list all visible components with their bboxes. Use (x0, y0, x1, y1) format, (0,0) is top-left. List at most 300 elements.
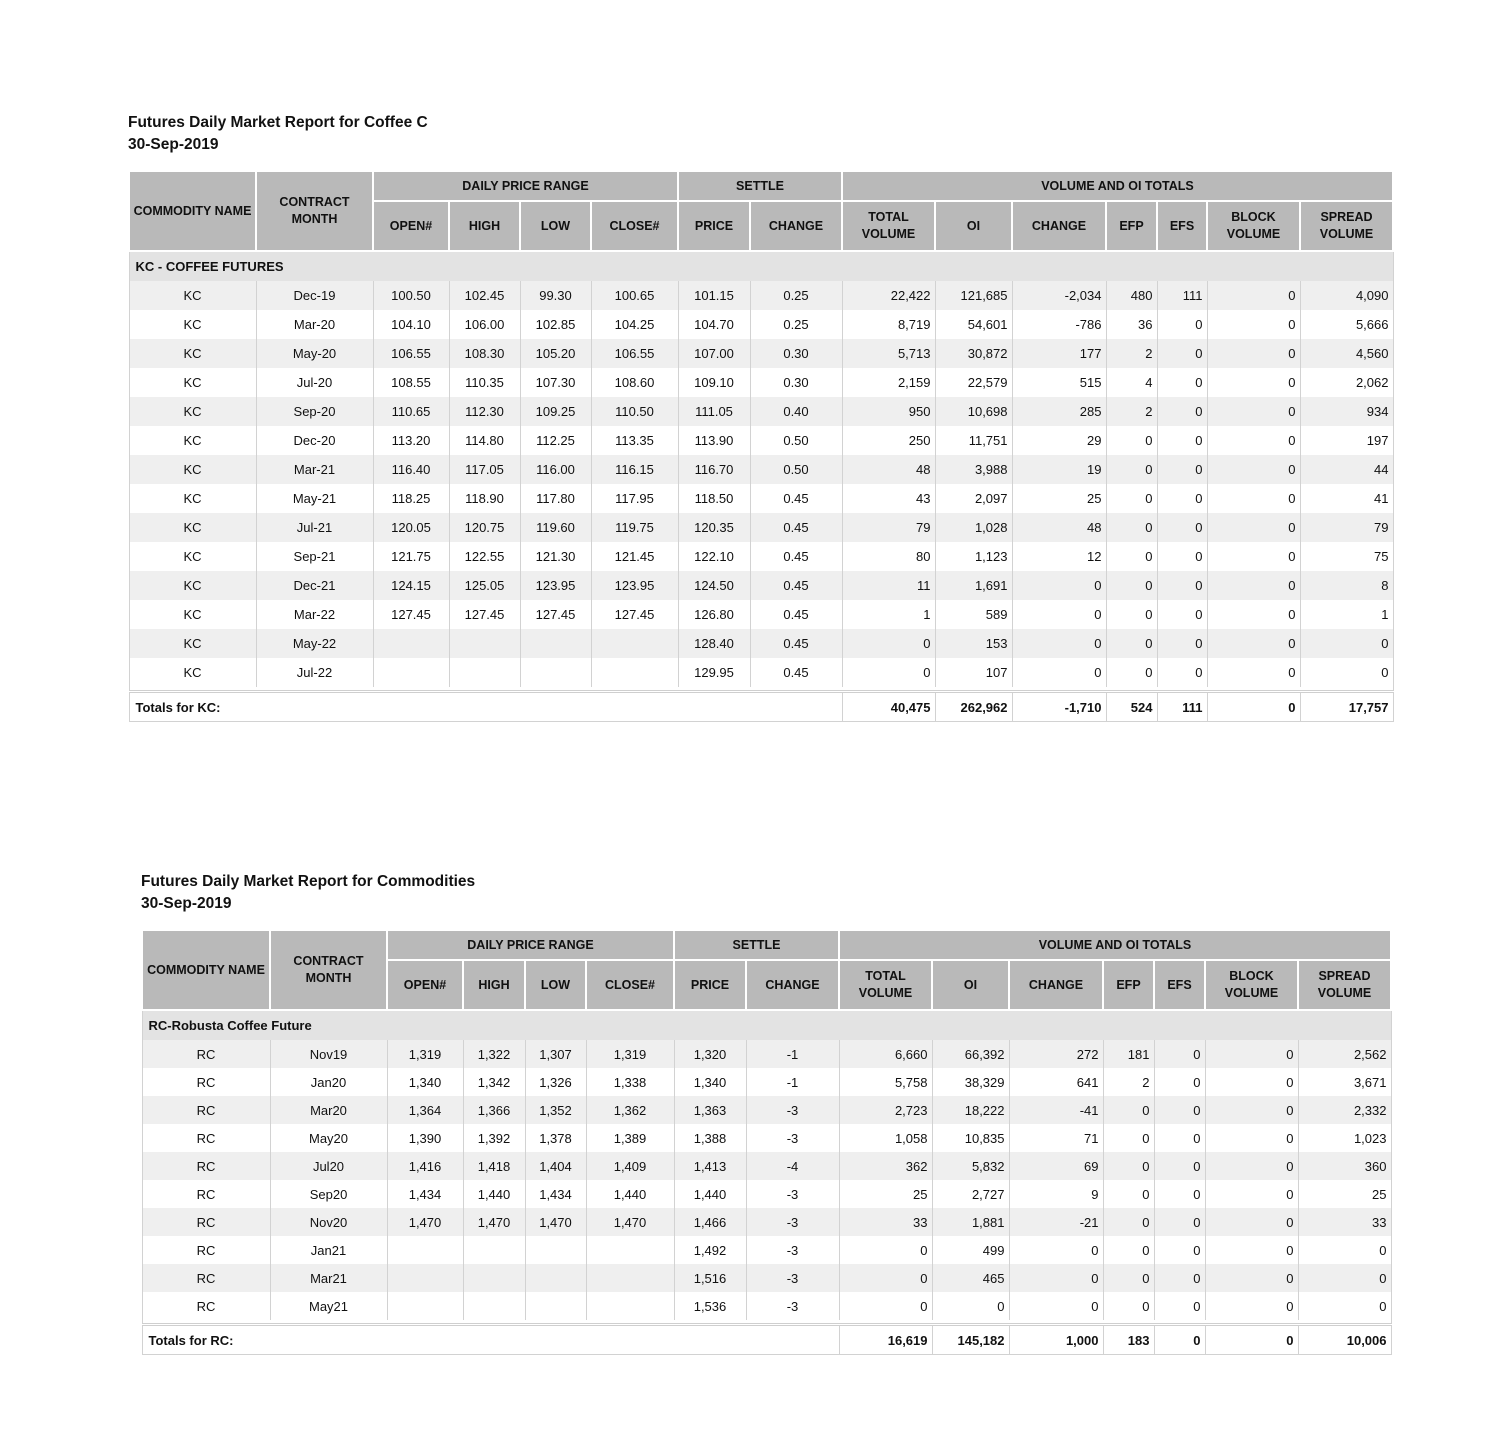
header-block-volume: BLOCK VOLUME (1207, 201, 1300, 251)
cell-settle-price: 104.70 (678, 310, 750, 339)
table-row (129, 658, 1393, 687)
cell-oi: 1,028 (935, 513, 1012, 542)
cell-contract-month: May-21 (256, 484, 373, 513)
cell-open: 106.55 (373, 339, 449, 368)
cell-efp: 2 (1106, 339, 1157, 368)
cell-settle-price: 1,363 (674, 1096, 746, 1124)
table-body (129, 251, 1393, 722)
cell-high (449, 629, 520, 658)
cell-commodity-name: RC (142, 1264, 270, 1292)
header-daily-price-range: DAILY PRICE RANGE (387, 930, 674, 960)
cell-block-volume: 0 (1207, 339, 1300, 368)
cell-contract-month: Dec-20 (256, 426, 373, 455)
cell-total-volume: 2,723 (839, 1096, 932, 1124)
cell-close: 116.15 (591, 455, 678, 484)
cell-efp: 36 (1106, 310, 1157, 339)
cell-settle-change: 0.45 (750, 513, 842, 542)
cell-spread-volume: 8 (1300, 571, 1393, 600)
table-row (129, 310, 1393, 339)
table-row (129, 455, 1393, 484)
cell-efp: 0 (1106, 629, 1157, 658)
cell-contract-month: Jul-21 (256, 513, 373, 542)
totals-label: Totals for KC: (129, 692, 842, 722)
cell-oi: 3,988 (935, 455, 1012, 484)
totals-spread-volume: 10,006 (1298, 1325, 1391, 1355)
cell-contract-month: Nov20 (270, 1208, 387, 1236)
cell-total-volume: 25 (839, 1180, 932, 1208)
cell-oi: 2,727 (932, 1180, 1009, 1208)
cell-commodity-name: KC (129, 600, 256, 629)
cell-close: 1,389 (586, 1124, 674, 1152)
table-row (129, 339, 1393, 368)
cell-contract-month: Jan20 (270, 1068, 387, 1096)
table-row (129, 600, 1393, 629)
cell-oi: 153 (935, 629, 1012, 658)
cell-commodity-name: KC (129, 397, 256, 426)
cell-open: 1,390 (387, 1124, 463, 1152)
cell-low (525, 1264, 586, 1292)
cell-block-volume: 0 (1207, 571, 1300, 600)
cell-open: 1,364 (387, 1096, 463, 1124)
cell-low: 1,434 (525, 1180, 586, 1208)
header-total-volume: TOTAL VOLUME (839, 960, 932, 1010)
cell-spread-volume: 360 (1298, 1152, 1391, 1180)
table-header (129, 171, 1393, 251)
totals-block-volume: 0 (1205, 1325, 1298, 1355)
cell-block-volume: 0 (1205, 1124, 1298, 1152)
cell-spread-volume: 25 (1298, 1180, 1391, 1208)
cell-contract-month: Jul20 (270, 1152, 387, 1180)
cell-high: 102.45 (449, 281, 520, 310)
cell-oi: 22,579 (935, 368, 1012, 397)
cell-spread-volume: 0 (1300, 629, 1393, 658)
cell-oi-change: 515 (1012, 368, 1106, 397)
table-row (142, 1180, 1391, 1208)
cell-commodity-name: KC (129, 455, 256, 484)
cell-low: 112.25 (520, 426, 591, 455)
cell-close: 100.65 (591, 281, 678, 310)
cell-total-volume: 5,713 (842, 339, 935, 368)
cell-settle-price: 109.10 (678, 368, 750, 397)
header-efs: EFS (1157, 201, 1207, 251)
cell-efs: 0 (1157, 600, 1207, 629)
cell-oi: 1,881 (932, 1208, 1009, 1236)
cell-settle-change: -3 (746, 1096, 839, 1124)
cell-block-volume: 0 (1207, 513, 1300, 542)
cell-low: 121.30 (520, 542, 591, 571)
cell-efs: 0 (1157, 542, 1207, 571)
header-oi-change: CHANGE (1009, 960, 1103, 1010)
cell-settle-price: 120.35 (678, 513, 750, 542)
report-title: Futures Daily Market Report for Coffee C (128, 114, 428, 131)
cell-spread-volume: 1,023 (1298, 1124, 1391, 1152)
cell-commodity-name: RC (142, 1040, 270, 1068)
cell-settle-price: 1,492 (674, 1236, 746, 1264)
table-row (142, 1152, 1391, 1180)
cell-settle-change: -4 (746, 1152, 839, 1180)
header-oi-change: CHANGE (1012, 201, 1106, 251)
cell-efs: 0 (1157, 455, 1207, 484)
cell-efs: 0 (1154, 1292, 1205, 1320)
cell-efp: 0 (1106, 571, 1157, 600)
totals-row (129, 692, 1393, 722)
cell-settle-price: 1,466 (674, 1208, 746, 1236)
cell-efs: 0 (1157, 484, 1207, 513)
cell-settle-change: 0.50 (750, 455, 842, 484)
cell-settle-price: 113.90 (678, 426, 750, 455)
header-volume-oi-totals: VOLUME AND OI TOTALS (842, 171, 1393, 201)
cell-efs: 111 (1157, 281, 1207, 310)
cell-settle-change: 0.45 (750, 542, 842, 571)
cell-block-volume: 0 (1207, 658, 1300, 687)
cell-spread-volume: 2,562 (1298, 1040, 1391, 1068)
header-commodity-name: COMMODITY NAME (142, 930, 270, 1010)
cell-contract-month: Mar21 (270, 1264, 387, 1292)
cell-settle-change: 0.45 (750, 484, 842, 513)
table-row (142, 1292, 1391, 1320)
cell-settle-price: 118.50 (678, 484, 750, 513)
totals-total-volume: 16,619 (839, 1325, 932, 1355)
cell-low: 99.30 (520, 281, 591, 310)
header-efp: EFP (1106, 201, 1157, 251)
cell-block-volume: 0 (1207, 484, 1300, 513)
cell-efp: 2 (1103, 1068, 1154, 1096)
cell-total-volume: 0 (839, 1236, 932, 1264)
header-commodity-name: COMMODITY NAME (129, 171, 256, 251)
cell-oi-change: 177 (1012, 339, 1106, 368)
cell-commodity-name: KC (129, 658, 256, 687)
cell-efs: 0 (1157, 368, 1207, 397)
cell-spread-volume: 0 (1298, 1236, 1391, 1264)
cell-commodity-name: KC (129, 542, 256, 571)
cell-oi: 54,601 (935, 310, 1012, 339)
cell-spread-volume: 79 (1300, 513, 1393, 542)
cell-efp: 0 (1103, 1124, 1154, 1152)
header-block-volume: BLOCK VOLUME (1205, 960, 1298, 1010)
cell-close (586, 1236, 674, 1264)
cell-oi-change: -21 (1009, 1208, 1103, 1236)
cell-low: 109.25 (520, 397, 591, 426)
cell-spread-volume: 44 (1300, 455, 1393, 484)
header-high: HIGH (463, 960, 525, 1010)
cell-settle-change: 0.50 (750, 426, 842, 455)
cell-commodity-name: RC (142, 1208, 270, 1236)
cell-efs: 0 (1157, 571, 1207, 600)
cell-settle-change: -1 (746, 1068, 839, 1096)
cell-settle-change: 0.25 (750, 281, 842, 310)
cell-close: 1,409 (586, 1152, 674, 1180)
cell-close (586, 1292, 674, 1320)
table-row (129, 629, 1393, 658)
cell-oi: 465 (932, 1264, 1009, 1292)
cell-open (373, 658, 449, 687)
cell-oi-change: 0 (1012, 571, 1106, 600)
cell-total-volume: 250 (842, 426, 935, 455)
cell-open (387, 1292, 463, 1320)
cell-settle-price: 126.80 (678, 600, 750, 629)
cell-low: 102.85 (520, 310, 591, 339)
cell-close: 117.95 (591, 484, 678, 513)
report-date: 30-Sep-2019 (141, 895, 232, 912)
cell-high: 1,342 (463, 1068, 525, 1096)
cell-commodity-name: RC (142, 1124, 270, 1152)
cell-close: 1,362 (586, 1096, 674, 1124)
cell-close: 1,319 (586, 1040, 674, 1068)
cell-oi-change: 0 (1012, 629, 1106, 658)
cell-settle-price: 1,388 (674, 1124, 746, 1152)
cell-high: 127.45 (449, 600, 520, 629)
header-spread-volume: SPREAD VOLUME (1300, 201, 1393, 251)
cell-settle-change: -1 (746, 1040, 839, 1068)
cell-contract-month: Sep-20 (256, 397, 373, 426)
cell-block-volume: 0 (1205, 1068, 1298, 1096)
cell-commodity-name: RC (142, 1292, 270, 1320)
cell-oi: 0 (932, 1292, 1009, 1320)
cell-commodity-name: RC (142, 1152, 270, 1180)
cell-oi: 1,691 (935, 571, 1012, 600)
header-open: OPEN# (373, 201, 449, 251)
cell-oi: 121,685 (935, 281, 1012, 310)
cell-open: 118.25 (373, 484, 449, 513)
cell-total-volume: 8,719 (842, 310, 935, 339)
cell-open: 121.75 (373, 542, 449, 571)
cell-commodity-name: KC (129, 629, 256, 658)
cell-settle-price: 107.00 (678, 339, 750, 368)
cell-block-volume: 0 (1205, 1152, 1298, 1180)
cell-contract-month: Jul-22 (256, 658, 373, 687)
cell-oi-change: 12 (1012, 542, 1106, 571)
cell-oi-change: 0 (1009, 1264, 1103, 1292)
header-settle: SETTLE (674, 930, 839, 960)
cell-efp: 2 (1106, 397, 1157, 426)
table-row (142, 1124, 1391, 1152)
cell-high: 114.80 (449, 426, 520, 455)
cell-block-volume: 0 (1205, 1292, 1298, 1320)
totals-oi: 145,182 (932, 1325, 1009, 1355)
cell-oi: 589 (935, 600, 1012, 629)
cell-contract-month: Mar-20 (256, 310, 373, 339)
cell-high: 110.35 (449, 368, 520, 397)
cell-settle-change: -3 (746, 1264, 839, 1292)
cell-settle-change: 0.45 (750, 629, 842, 658)
cell-contract-month: Dec-21 (256, 571, 373, 600)
header-low: LOW (525, 960, 586, 1010)
table-header (142, 930, 1391, 1010)
header-settle-change: CHANGE (750, 201, 842, 251)
cell-block-volume: 0 (1205, 1208, 1298, 1236)
cell-low: 116.00 (520, 455, 591, 484)
cell-total-volume: 48 (842, 455, 935, 484)
cell-block-volume: 0 (1205, 1040, 1298, 1068)
table-row (142, 1096, 1391, 1124)
cell-efp: 0 (1106, 513, 1157, 542)
cell-contract-month: Dec-19 (256, 281, 373, 310)
cell-open (387, 1264, 463, 1292)
table-row (129, 397, 1393, 426)
cell-oi-change: 0 (1009, 1292, 1103, 1320)
cell-efp: 0 (1103, 1208, 1154, 1236)
table-row (129, 426, 1393, 455)
section-row (142, 1010, 1391, 1040)
cell-commodity-name: RC (142, 1096, 270, 1124)
cell-efs: 0 (1154, 1152, 1205, 1180)
cell-oi-change: -786 (1012, 310, 1106, 339)
cell-contract-month: Jan21 (270, 1236, 387, 1264)
cell-efs: 0 (1154, 1180, 1205, 1208)
cell-oi-change: 0 (1012, 658, 1106, 687)
cell-spread-volume: 0 (1298, 1264, 1391, 1292)
cell-settle-price: 1,340 (674, 1068, 746, 1096)
cell-spread-volume: 4,560 (1300, 339, 1393, 368)
cell-settle-change: 0.30 (750, 368, 842, 397)
cell-settle-change: -3 (746, 1208, 839, 1236)
header-efp: EFP (1103, 960, 1154, 1010)
cell-high (463, 1236, 525, 1264)
totals-efp: 183 (1103, 1325, 1154, 1355)
cell-open: 124.15 (373, 571, 449, 600)
cell-close: 1,338 (586, 1068, 674, 1096)
cell-low: 1,307 (525, 1040, 586, 1068)
cell-efs: 0 (1157, 658, 1207, 687)
cell-efp: 0 (1106, 600, 1157, 629)
cell-oi-change: 641 (1009, 1068, 1103, 1096)
cell-total-volume: 5,758 (839, 1068, 932, 1096)
robusta-coffee-report (141, 871, 1392, 1355)
cell-high: 1,392 (463, 1124, 525, 1152)
cell-efs: 0 (1157, 310, 1207, 339)
cell-oi-change: -2,034 (1012, 281, 1106, 310)
cell-high: 1,440 (463, 1180, 525, 1208)
cell-low: 1,470 (525, 1208, 586, 1236)
cell-settle-change: -3 (746, 1180, 839, 1208)
cell-high: 112.30 (449, 397, 520, 426)
cell-efp: 0 (1106, 658, 1157, 687)
cell-oi: 30,872 (935, 339, 1012, 368)
cell-close: 108.60 (591, 368, 678, 397)
cell-commodity-name: KC (129, 571, 256, 600)
cell-settle-change: -3 (746, 1124, 839, 1152)
cell-high: 122.55 (449, 542, 520, 571)
table-row (142, 1208, 1391, 1236)
cell-efs: 0 (1157, 426, 1207, 455)
cell-high (449, 658, 520, 687)
cell-low: 1,352 (525, 1096, 586, 1124)
cell-settle-change: 0.40 (750, 397, 842, 426)
cell-spread-volume: 33 (1298, 1208, 1391, 1236)
cell-block-volume: 0 (1207, 600, 1300, 629)
cell-block-volume: 0 (1207, 426, 1300, 455)
totals-efs: 111 (1157, 692, 1207, 722)
cell-settle-price: 128.40 (678, 629, 750, 658)
cell-close (591, 658, 678, 687)
table-row (129, 368, 1393, 397)
cell-total-volume: 2,159 (842, 368, 935, 397)
cell-contract-month: Nov19 (270, 1040, 387, 1068)
cell-efs: 0 (1154, 1096, 1205, 1124)
cell-contract-month: Mar20 (270, 1096, 387, 1124)
header-oi: OI (935, 201, 1012, 251)
cell-high: 106.00 (449, 310, 520, 339)
cell-open: 1,434 (387, 1180, 463, 1208)
cell-close: 104.25 (591, 310, 678, 339)
cell-close: 121.45 (591, 542, 678, 571)
cell-settle-price: 1,320 (674, 1040, 746, 1068)
header-low: LOW (520, 201, 591, 251)
cell-oi-change: 29 (1012, 426, 1106, 455)
header-contract-month: CONTRACT MONTH (256, 171, 373, 251)
cell-oi: 1,123 (935, 542, 1012, 571)
cell-oi-change: 0 (1009, 1236, 1103, 1264)
cell-total-volume: 80 (842, 542, 935, 571)
cell-block-volume: 0 (1207, 629, 1300, 658)
cell-contract-month: Jul-20 (256, 368, 373, 397)
cell-open: 120.05 (373, 513, 449, 542)
cell-block-volume: 0 (1205, 1096, 1298, 1124)
header-open: OPEN# (387, 960, 463, 1010)
header-efs: EFS (1154, 960, 1205, 1010)
totals-oi: 262,962 (935, 692, 1012, 722)
cell-commodity-name: KC (129, 310, 256, 339)
cell-settle-change: -3 (746, 1236, 839, 1264)
cell-total-volume: 950 (842, 397, 935, 426)
cell-high (463, 1264, 525, 1292)
cell-total-volume: 22,422 (842, 281, 935, 310)
cell-commodity-name: RC (142, 1068, 270, 1096)
cell-settle-price: 1,516 (674, 1264, 746, 1292)
cell-total-volume: 0 (842, 658, 935, 687)
cell-oi-change: 19 (1012, 455, 1106, 484)
cell-total-volume: 11 (842, 571, 935, 600)
cell-close: 106.55 (591, 339, 678, 368)
header-close: CLOSE# (586, 960, 674, 1010)
cell-contract-month: May-20 (256, 339, 373, 368)
header-daily-price-range: DAILY PRICE RANGE (373, 171, 678, 201)
cell-spread-volume: 3,671 (1298, 1068, 1391, 1096)
cell-open (373, 629, 449, 658)
cell-efs: 0 (1157, 629, 1207, 658)
cell-efp: 0 (1103, 1096, 1154, 1124)
cell-low: 1,404 (525, 1152, 586, 1180)
table-row (129, 484, 1393, 513)
header-settle: SETTLE (678, 171, 842, 201)
cell-oi: 499 (932, 1236, 1009, 1264)
cell-total-volume: 0 (839, 1292, 932, 1320)
cell-commodity-name: KC (129, 513, 256, 542)
cell-high: 118.90 (449, 484, 520, 513)
cell-block-volume: 0 (1207, 455, 1300, 484)
cell-high: 1,418 (463, 1152, 525, 1180)
totals-label: Totals for RC: (142, 1325, 839, 1355)
cell-efp: 480 (1106, 281, 1157, 310)
table-row (129, 542, 1393, 571)
cell-oi-change: 0 (1012, 600, 1106, 629)
cell-open: 100.50 (373, 281, 449, 310)
cell-spread-volume: 0 (1300, 658, 1393, 687)
cell-contract-month: Mar-22 (256, 600, 373, 629)
cell-efp: 181 (1103, 1040, 1154, 1068)
cell-spread-volume: 2,062 (1300, 368, 1393, 397)
cell-low: 105.20 (520, 339, 591, 368)
cell-low (520, 658, 591, 687)
header-spread-volume: SPREAD VOLUME (1298, 960, 1391, 1010)
cell-contract-month: May-22 (256, 629, 373, 658)
coffee-c-report (128, 112, 1394, 722)
cell-efs: 0 (1157, 397, 1207, 426)
cell-high: 117.05 (449, 455, 520, 484)
cell-oi-change: 25 (1012, 484, 1106, 513)
cell-close (586, 1264, 674, 1292)
cell-contract-month: May21 (270, 1292, 387, 1320)
